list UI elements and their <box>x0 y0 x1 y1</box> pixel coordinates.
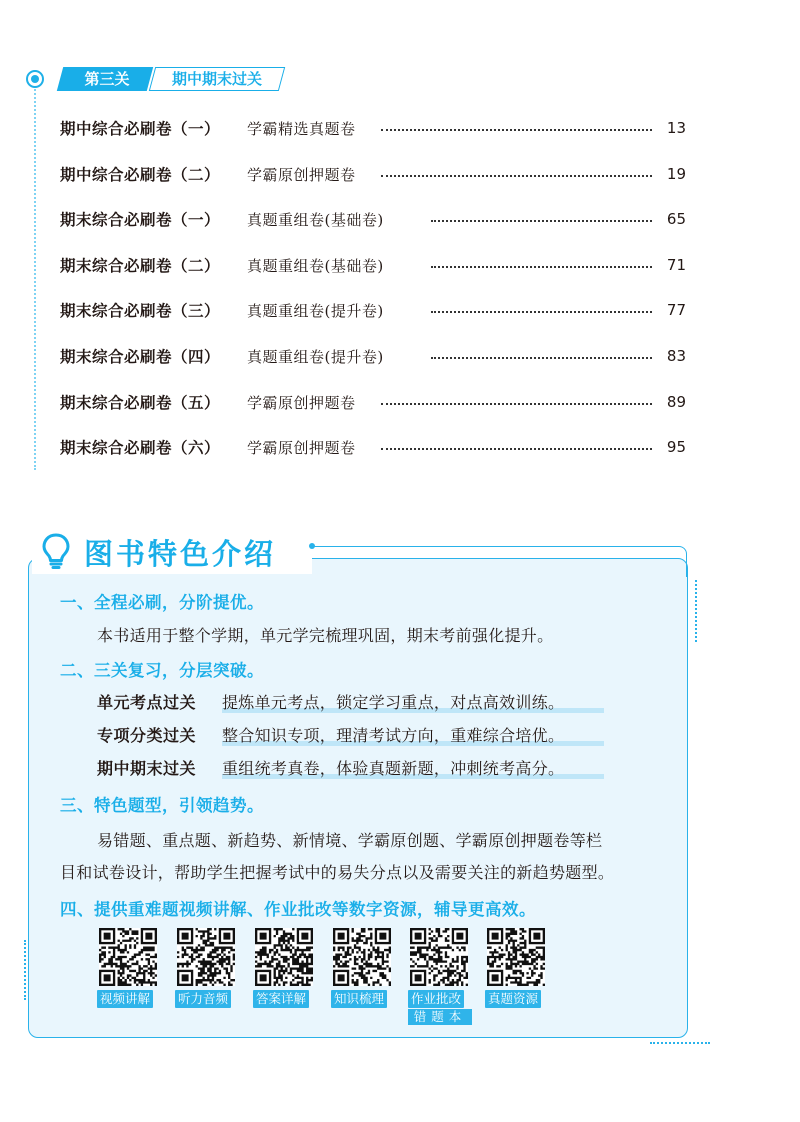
toc-page-number: 19 <box>666 165 686 183</box>
qr-code-knowledge[interactable] <box>333 928 391 986</box>
toc-entry-name: 期末综合必刷卷（四） <box>60 348 221 366</box>
panel-left-dots <box>24 940 26 1000</box>
toc-row[interactable] <box>60 343 686 369</box>
toc-row[interactable] <box>60 161 686 187</box>
qr-label-wrongbook: 错题本 <box>408 1009 472 1025</box>
toc-entry-subtitle: 真题重组卷(基础卷) <box>247 256 384 275</box>
toc-leader-dots <box>431 220 652 222</box>
toc-leader-dots <box>431 357 652 359</box>
toc-entry-name: 期末综合必刷卷（六） <box>60 439 221 457</box>
toc-leader-dots <box>431 311 652 313</box>
feature-text-3b: 目和试卷设计，帮助学生把握考试中的易失分点以及需要关注的新趋势题型。 <box>60 863 615 882</box>
toc-page-number: 65 <box>666 210 686 228</box>
section-title: 期中期末过关 <box>171 70 262 88</box>
toc-leader-dots <box>431 266 652 268</box>
lightbulb-icon <box>40 532 72 570</box>
toc-entry-subtitle: 学霸原创押题卷 <box>247 165 356 184</box>
feature-heading-3: 三、特色题型，引领趋势。 <box>60 796 264 815</box>
toc-leader-dots <box>381 448 652 450</box>
qr-pattern <box>487 928 545 986</box>
toc-row[interactable] <box>60 252 686 278</box>
toc-entry-name: 期中综合必刷卷（一） <box>60 120 221 138</box>
toc-entry-subtitle: 真题重组卷(基础卷) <box>247 210 384 229</box>
feature-heading-4: 四、提供重难题视频讲解、作业批改等数字资源，辅导更高效。 <box>60 900 536 919</box>
qr-label-video: 视频讲解 <box>97 990 153 1008</box>
panel-rule-dot <box>309 543 315 549</box>
qr-code-homework[interactable] <box>410 928 468 986</box>
qr-pattern <box>99 928 157 986</box>
qr-code-exams[interactable] <box>487 928 545 986</box>
toc-leader-dots <box>381 129 652 131</box>
panel-corner-accent <box>656 546 687 577</box>
toc-page-number: 71 <box>666 256 686 274</box>
toc-row[interactable] <box>60 389 686 415</box>
toc-page-number: 77 <box>666 301 686 319</box>
qr-label-audio: 听力音频 <box>175 990 231 1008</box>
section-guide-line <box>34 82 36 470</box>
panel-top-rule <box>312 546 658 547</box>
panel-side-dots <box>695 580 697 642</box>
qr-pattern <box>255 928 313 986</box>
feature-heading-1: 一、全程必刷，分阶提优。 <box>60 593 264 612</box>
toc-page-number: 83 <box>666 347 686 365</box>
qr-pattern <box>410 928 468 986</box>
feature-text-3a: 易错题、重点题、新趋势、新情境、学霸原创题、学霸原创押题卷等栏 <box>97 831 603 850</box>
feature-title: 图书特色介绍 <box>84 537 277 571</box>
level-text-exam: 重组统考真卷，体验真题新题，冲刺统考高分。 <box>222 759 565 778</box>
toc-entry-name: 期末综合必刷卷（二） <box>60 257 221 275</box>
panel-bottom-dots <box>650 1042 710 1044</box>
toc-entry-name: 期中综合必刷卷（二） <box>60 166 221 184</box>
toc-row[interactable] <box>60 115 686 141</box>
toc-entry-subtitle: 学霸原创押题卷 <box>247 438 356 457</box>
toc-leader-dots <box>381 175 652 177</box>
toc-entry-subtitle: 学霸原创押题卷 <box>247 393 356 412</box>
toc-entry-name: 期末综合必刷卷（一） <box>60 211 221 229</box>
level-label-exam: 期中期末过关 <box>97 759 197 778</box>
toc-row[interactable] <box>60 297 686 323</box>
qr-label-answers: 答案详解 <box>253 990 309 1008</box>
toc-entry-name: 期末综合必刷卷（五） <box>60 394 221 412</box>
feature-text-1: 本书适用于整个学期，单元学完梳理巩固，期末考前强化提升。 <box>97 626 554 645</box>
qr-label-exams: 真题资源 <box>485 990 541 1008</box>
toc-entry-name: 期末综合必刷卷（三） <box>60 302 221 320</box>
qr-label-knowledge: 知识梳理 <box>331 990 387 1008</box>
section-bullet-icon <box>26 70 44 88</box>
toc-page-number: 89 <box>666 393 686 411</box>
qr-code-answers[interactable] <box>255 928 313 986</box>
level-text-topic: 整合知识专项，理清考试方向，重难综合培优。 <box>222 726 565 745</box>
toc-entry-subtitle: 真题重组卷(提升卷) <box>247 347 384 366</box>
qr-pattern <box>177 928 235 986</box>
toc-page-number: 95 <box>666 438 686 456</box>
toc-entry-subtitle: 学霸精选真题卷 <box>247 119 356 138</box>
toc-row[interactable] <box>60 434 686 460</box>
toc-entry-subtitle: 真题重组卷(提升卷) <box>247 301 384 320</box>
level-text-unit: 提炼单元考点，锁定学习重点，对点高效训练。 <box>222 693 565 712</box>
level-label-unit: 单元考点过关 <box>97 693 197 712</box>
qr-label-homework: 作业批改 <box>408 990 464 1008</box>
qr-pattern <box>333 928 391 986</box>
toc-row[interactable] <box>60 206 686 232</box>
feature-heading-2: 二、三关复习，分层突破。 <box>60 661 264 680</box>
qr-code-video[interactable] <box>99 928 157 986</box>
qr-code-audio[interactable] <box>177 928 235 986</box>
toc-page-number: 13 <box>666 119 686 137</box>
section-tab-label: 第三关 <box>84 70 130 88</box>
level-label-topic: 专项分类过关 <box>97 726 197 745</box>
toc-leader-dots <box>381 403 652 405</box>
